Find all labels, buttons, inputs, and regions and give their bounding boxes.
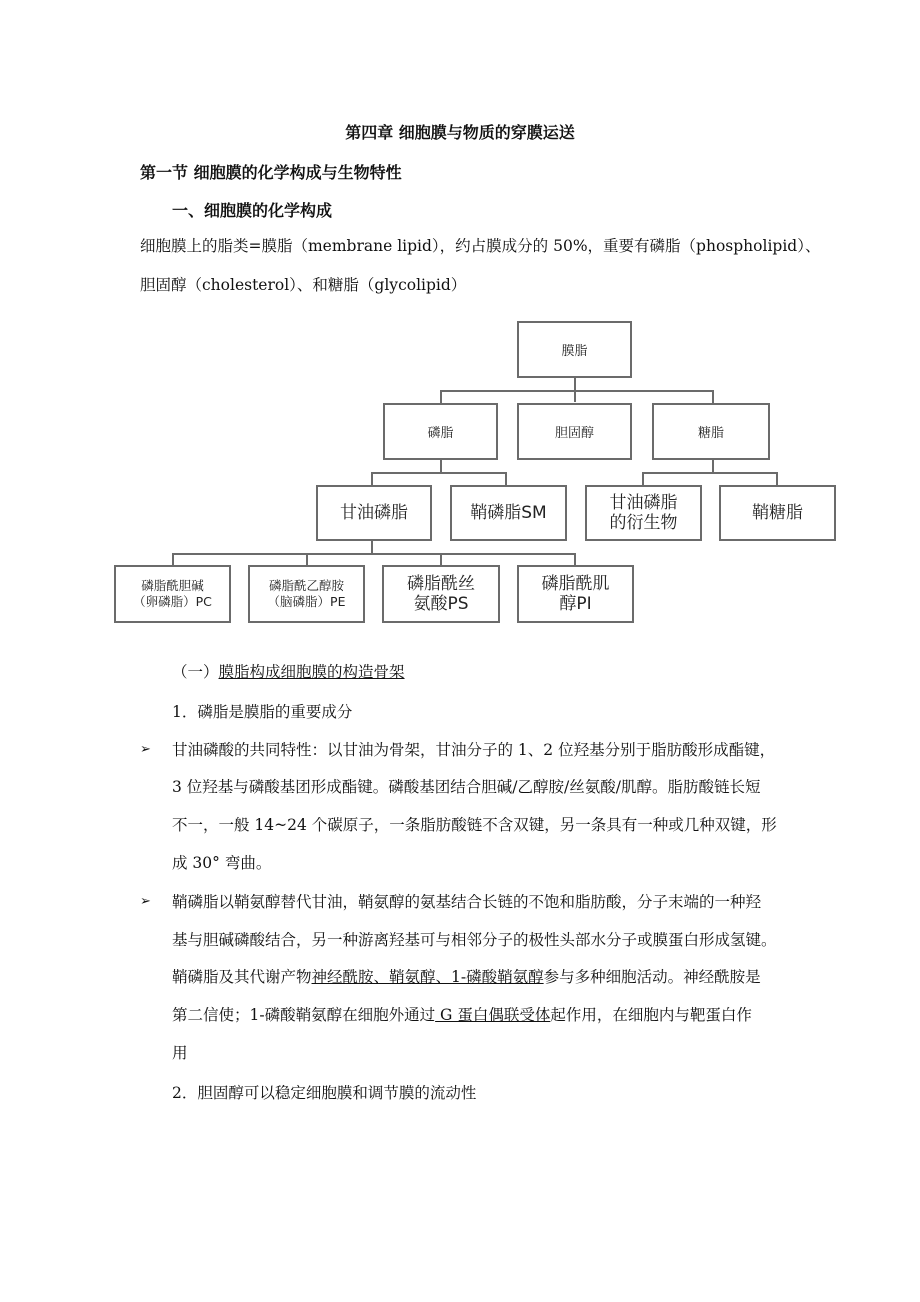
point-1: 1．磷脂是膜脂的重要成分: [172, 703, 353, 721]
connector: [440, 390, 442, 404]
part1-heading-prefix: （一）: [172, 663, 219, 681]
node-glycerophospholipid-derivative: [585, 485, 702, 541]
label-line: 氨酸PS: [413, 594, 469, 614]
section-heading: 第一节 细胞膜的化学构成与生物特性: [140, 163, 402, 182]
text-run: 第二信使；1-磷酸鞘氨醇在细胞外通过: [172, 1006, 436, 1024]
point-2: 2．胆固醇可以稳定细胞膜和调节膜的流动性: [172, 1084, 477, 1102]
node-glycosphingolipid: 鞘糖脂: [719, 485, 836, 541]
node-ps: [382, 565, 500, 623]
connector: [371, 472, 373, 486]
connector: [642, 472, 644, 486]
bullet1-line2: 3 位羟基与磷酸基团形成酯键。磷酸基团结合胆碱/乙醇胺/丝氨酸/肌醇。脂肪酸链长短: [172, 778, 761, 796]
bullet-arrow-icon: ➢: [140, 894, 151, 909]
bullet2-line5: 用: [172, 1044, 188, 1062]
label-line: 醇PI: [559, 594, 592, 614]
text-run: 参与多种细胞活动。神经酰胺是: [543, 968, 761, 986]
page-title: 第四章 细胞膜与物质的穿膜运送: [345, 123, 575, 142]
node-membrane-lipid: 膜脂: [517, 321, 632, 378]
node-pe: [248, 565, 365, 623]
label-line: 磷脂酰乙醇胺: [268, 578, 344, 593]
label-line: （卵磷脂）PC: [133, 594, 212, 609]
label-line: 的衍生物: [609, 513, 678, 533]
connector: [371, 540, 373, 554]
label-line: （脑磷脂）PE: [267, 594, 346, 609]
connector: [371, 472, 507, 474]
connector: [505, 472, 507, 486]
connector: [776, 472, 778, 486]
node-cholesterol: 胆固醇: [517, 403, 632, 460]
node-glycolipid: 糖脂: [652, 403, 770, 460]
node-pc: [114, 565, 231, 623]
underlined-terms: 神经酰胺、鞘氨醇、1-磷酸鞘氨醇: [311, 968, 544, 986]
connector: [642, 472, 778, 474]
label-line: 磷脂酰丝: [407, 574, 475, 594]
node-glycerophospholipid: 甘油磷脂: [316, 485, 432, 541]
node-sphingomyelin: 鞘磷脂SM: [450, 485, 567, 541]
connector: [172, 553, 576, 555]
text-run: 鞘磷脂及其代谢产物: [172, 968, 312, 986]
bullet1-line3: 不一，一般 14~24 个碳原子，一条脂肪酸链不含双键，另一条具有一种或几种双键，形: [172, 816, 777, 834]
label-line: 磷脂酰胆碱: [141, 578, 204, 593]
connector: [440, 459, 442, 473]
part1-heading-text: 膜脂构成细胞膜的构造骨架: [218, 663, 405, 681]
subsection-heading: 一、细胞膜的化学构成: [172, 201, 333, 220]
label-line: 磷脂酰肌: [541, 574, 610, 594]
bullet1-line4: 成 30° 弯曲。: [172, 854, 272, 872]
node-pi: [517, 565, 634, 623]
label-line: 甘油磷脂: [609, 493, 678, 513]
bullet2-line2: 基与胆碱磷酸结合，另一种游离羟基可与相邻分子的极性头部水分子或膜蛋白形成氢键。: [172, 931, 777, 949]
connector: [712, 459, 714, 473]
node-phospholipid: 磷脂: [383, 403, 498, 460]
intro-line-1: 细胞膜上的脂类=膜脂（membrane lipid），约占膜成分的 50%，重要有磷脂（phospholipid）、: [140, 237, 821, 255]
bullet2-line4: [172, 1005, 752, 1025]
connector: [712, 390, 714, 404]
bullet-arrow-icon: ➢: [140, 742, 151, 757]
bullet2-line1: 鞘磷脂以鞘氨醇替代甘油，鞘氨醇的氨基结合长链的不饱和脂肪酸，分子末端的一种羟: [172, 893, 762, 911]
bullet2-line3: [172, 967, 761, 987]
bullet1-line1: 甘油磷酸的共同特性：以甘油为骨架，甘油分子的 1、2 位羟基分别于脂肪酸形成酯键，: [172, 741, 776, 759]
text-run: 起作用，在细胞内与靶蛋白作: [550, 1006, 752, 1024]
part1-heading: [172, 662, 405, 682]
connector: [440, 390, 714, 392]
underlined-term: G 蛋白偶联受体: [435, 1006, 551, 1024]
intro-line-2: 胆固醇（cholesterol）、和糖脂（glycolipid）: [140, 276, 467, 294]
